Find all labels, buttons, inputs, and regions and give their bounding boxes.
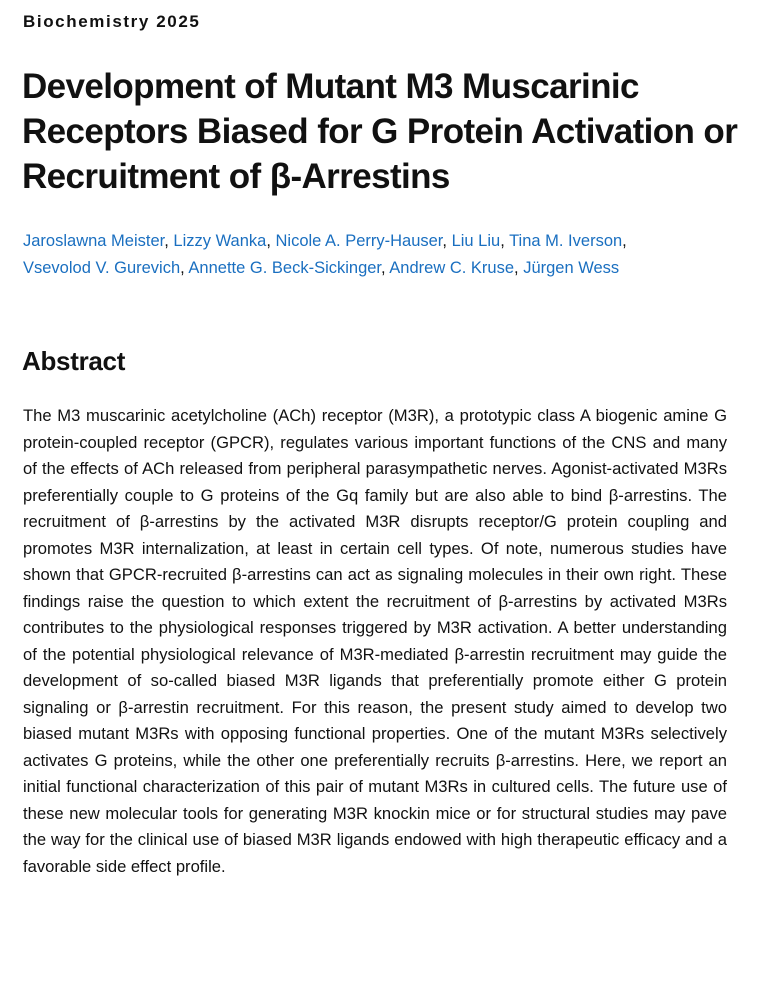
author-link[interactable]: Jürgen Wess xyxy=(523,259,620,277)
abstract-heading: Abstract xyxy=(22,346,126,376)
author-link[interactable]: Tina M. Iverson xyxy=(509,232,623,250)
author-separator: , xyxy=(442,232,452,250)
author-separator: , xyxy=(500,232,510,250)
author-link[interactable]: Vsevolod V. Gurevich xyxy=(23,259,181,277)
author-separator: , xyxy=(381,259,390,277)
author-separator: , xyxy=(180,259,189,277)
author-separator: , xyxy=(266,232,276,250)
author-link[interactable]: Annette G. Beck-Sickinger xyxy=(188,259,382,277)
author-link[interactable]: Jaroslawna Meister xyxy=(23,232,165,250)
author-link[interactable]: Andrew C. Kruse xyxy=(389,259,515,277)
journal-name: Biochemistry 2025 xyxy=(23,12,201,31)
abstract-text: The M3 muscarinic acetylcholine (ACh) receptor (M3R), a prototypic class A biogenic amine G protein-coupled receptor (GPCR), regulates various important functions of the CNS and many of the effects of ACh released from peripheral parasympathetic nerves. Agonist-activated M3Rs preferentially couple to G proteins of the Gq family but are also able to bind β-arrestins. The recruitment of β-arrestins by the activated M3R disrupts receptor/G protein coupling and promotes M3R internalization, at least in certain cell types. Of note, numerous studies have shown that GPCR-recruited β-arrestins can act as signaling molecules in their own right. These findings raise the question to which extent the recruitment of β-arrestins by activated M3Rs contributes to the physiological responses triggered by M3R activation. A better understanding of the potential physiological relevance of M3R-mediated β-arrestin recruitment may guide the development of so-called biased M3R ligands that preferentially promote either G protein signaling or β-arrestin recruitment. For this reason, the present study aimed to develop two biased mutant M3Rs with opposing functional properties. One of the mutant M3Rs selectively activates G proteins, while the other one preferentially recruits β-arrestins. Here, we report an initial functional characterization of this pair of mutant M3Rs in cultured cells. The future use of these new molecular tools for generating M3R knockin mice or for structural studies may pave the way for the clinical use of biased M3R ligands endowed with high therapeutic efficacy and a favorable side effect profile. xyxy=(23,406,727,876)
author-link[interactable]: Nicole A. Perry-Hauser xyxy=(275,232,443,250)
author-separator: , xyxy=(622,232,627,250)
article-title: Development of Mutant M3 Muscarinic Receptors Biased for G Protein Activation or Recruitment of β-Arrestins xyxy=(22,67,738,196)
author-separator: , xyxy=(514,259,524,277)
author-list xyxy=(23,228,743,282)
author-link[interactable]: Lizzy Wanka xyxy=(173,232,267,250)
author-separator: , xyxy=(164,232,174,250)
author-link[interactable]: Liu Liu xyxy=(451,232,501,250)
